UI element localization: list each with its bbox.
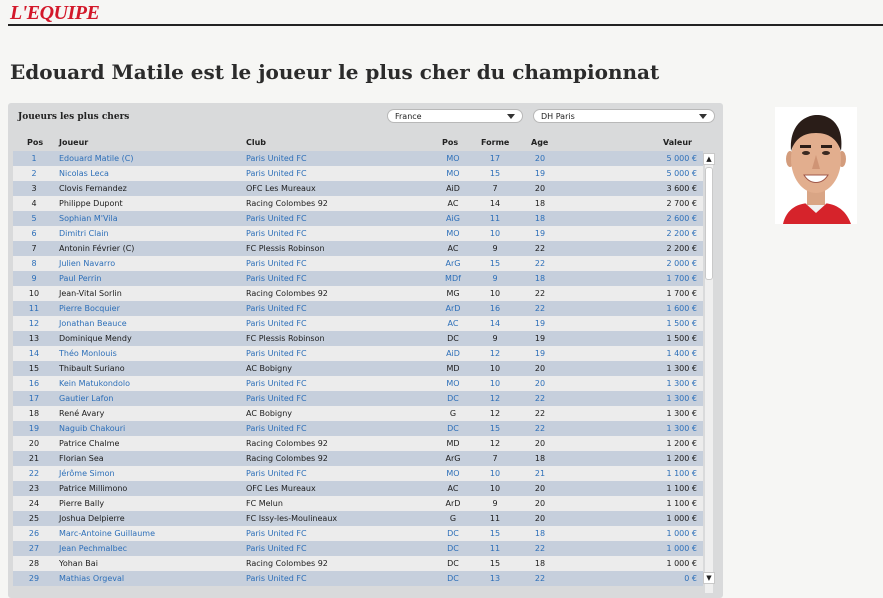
value-cell: 0 €	[684, 574, 697, 583]
table-row[interactable]	[13, 166, 703, 181]
rank-cell: 8	[31, 259, 37, 268]
form-cell: 17	[489, 154, 501, 163]
player-name-cell: Patrice Millimono	[59, 484, 128, 493]
league-select[interactable]	[533, 109, 715, 123]
club-cell: Racing Colombes 92	[246, 454, 328, 463]
age-cell: 22	[534, 394, 546, 403]
club-cell[interactable]: Paris United FC	[246, 424, 307, 433]
player-name-cell[interactable]: Marc-Antoine Guillaume	[59, 529, 155, 538]
position-cell: MD	[446, 439, 460, 448]
player-name-cell[interactable]: Théo Monlouis	[59, 349, 117, 358]
position-cell: MO	[446, 154, 460, 163]
form-cell: 12	[489, 439, 501, 448]
position-cell: DC	[447, 544, 459, 553]
position-cell: AC	[447, 244, 459, 253]
player-name-cell[interactable]: Jérôme Simon	[59, 469, 115, 478]
rank-cell: 1	[31, 154, 37, 163]
player-name-cell: Patrice Chalme	[59, 439, 120, 448]
position-cell: DC	[447, 559, 459, 568]
position-cell: AC	[447, 484, 459, 493]
player-name-cell[interactable]: Jean Pechmalbec	[59, 544, 128, 553]
player-name-cell[interactable]: Mathias Orgeval	[59, 574, 125, 583]
form-cell: 10	[489, 229, 501, 238]
position-cell: DC	[447, 394, 459, 403]
player-photo-icon	[775, 107, 857, 224]
position-cell: G	[449, 514, 457, 523]
rank-cell: 18	[28, 409, 40, 418]
club-cell: Racing Colombes 92	[246, 559, 328, 568]
club-cell[interactable]: Paris United FC	[246, 214, 307, 223]
value-cell: 3 600 €	[666, 184, 697, 193]
value-cell: 1 700 €	[666, 274, 697, 283]
position-cell: ArD	[445, 499, 461, 508]
age-cell: 20	[534, 154, 546, 163]
form-cell: 12	[489, 349, 501, 358]
form-cell: 7	[492, 454, 498, 463]
form-cell: 15	[489, 424, 501, 433]
scroll-down-icon[interactable]: ▼	[703, 572, 715, 584]
chevron-down-icon	[507, 114, 515, 119]
rank-cell: 4	[31, 199, 37, 208]
col-header-rank[interactable]: Pos	[27, 138, 44, 147]
rank-cell: 28	[28, 559, 40, 568]
table-row	[13, 496, 703, 511]
form-cell: 10	[489, 289, 501, 298]
rank-cell: 27	[28, 544, 40, 553]
age-cell: 20	[534, 439, 546, 448]
form-cell: 11	[489, 544, 501, 553]
country-select-value: France	[395, 112, 422, 121]
age-cell: 22	[534, 289, 546, 298]
age-cell: 18	[534, 454, 546, 463]
age-cell: 22	[534, 574, 546, 583]
position-cell: DC	[447, 574, 459, 583]
table-row	[13, 241, 703, 256]
club-cell[interactable]: Paris United FC	[246, 379, 307, 388]
rank-cell: 6	[31, 229, 37, 238]
age-cell: 20	[534, 184, 546, 193]
club-cell: AC Bobigny	[246, 364, 293, 373]
player-name-cell: Clovis Fernandez	[59, 184, 127, 193]
club-cell[interactable]: Paris United FC	[246, 229, 307, 238]
form-cell: 15	[489, 169, 501, 178]
value-cell: 1 500 €	[666, 334, 697, 343]
rank-cell: 23	[28, 484, 40, 493]
form-cell: 10	[489, 469, 501, 478]
value-cell: 1 300 €	[666, 364, 697, 373]
player-name-cell: Florian Sea	[59, 454, 104, 463]
table-row[interactable]	[13, 226, 703, 241]
ranking-panel	[8, 103, 723, 598]
rank-cell: 5	[31, 214, 37, 223]
club-cell[interactable]: Paris United FC	[246, 274, 307, 283]
position-cell: ArG	[445, 259, 461, 268]
position-cell: MG	[446, 289, 460, 298]
age-cell: 22	[534, 409, 546, 418]
age-cell: 20	[534, 379, 546, 388]
table-row	[13, 361, 703, 376]
col-header-player[interactable]: Joueur	[59, 138, 89, 147]
rank-cell: 19	[28, 424, 40, 433]
table-row	[13, 331, 703, 346]
age-cell: 22	[534, 259, 546, 268]
table-row[interactable]	[13, 376, 703, 391]
scrollbar-thumb[interactable]	[705, 167, 713, 280]
form-cell: 10	[489, 364, 501, 373]
player-name-cell: Jean-Vital Sorlin	[59, 289, 122, 298]
value-cell: 2 200 €	[666, 229, 697, 238]
player-name-cell[interactable]: Naguib Chakouri	[59, 424, 126, 433]
age-cell: 22	[534, 304, 546, 313]
table-row[interactable]	[13, 271, 703, 286]
age-cell: 22	[534, 244, 546, 253]
panel-title: Joueurs les plus chers	[18, 112, 130, 122]
club-cell: AC Bobigny	[246, 409, 293, 418]
rank-cell: 10	[28, 289, 40, 298]
age-cell: 20	[534, 484, 546, 493]
table-row[interactable]	[13, 256, 703, 271]
club-cell[interactable]: Paris United FC	[246, 469, 307, 478]
form-cell: 11	[489, 214, 501, 223]
scroll-up-icon[interactable]: ▲	[703, 153, 715, 165]
club-cell[interactable]: Paris United FC	[246, 259, 307, 268]
position-cell: MO	[446, 229, 460, 238]
rank-cell: 7	[31, 244, 37, 253]
age-cell: 18	[534, 529, 546, 538]
rank-cell: 13	[28, 334, 40, 343]
col-header-club[interactable]: Club	[246, 138, 267, 147]
table-row[interactable]	[13, 301, 703, 316]
country-select[interactable]	[387, 109, 523, 123]
age-cell: 19	[534, 349, 546, 358]
table-row[interactable]	[13, 346, 703, 361]
player-name-cell: Philippe Dupont	[59, 199, 123, 208]
value-cell: 1 300 €	[666, 409, 697, 418]
club-cell[interactable]: Paris United FC	[246, 394, 307, 403]
form-cell: 9	[492, 499, 498, 508]
club-cell: Racing Colombes 92	[246, 439, 328, 448]
players-table	[13, 151, 703, 586]
form-cell: 7	[492, 184, 498, 193]
value-cell: 1 700 €	[666, 289, 697, 298]
form-cell: 10	[489, 379, 501, 388]
age-cell: 18	[534, 214, 546, 223]
rank-cell: 25	[28, 514, 40, 523]
value-cell: 1 000 €	[666, 559, 697, 568]
rank-cell: 9	[31, 274, 37, 283]
rank-cell: 17	[28, 394, 40, 403]
form-cell: 13	[489, 574, 501, 583]
club-cell: FC Melun	[246, 499, 283, 508]
rank-cell: 3	[31, 184, 37, 193]
age-cell: 18	[534, 559, 546, 568]
table-row[interactable]	[13, 526, 703, 541]
value-cell: 1 000 €	[666, 544, 697, 553]
age-cell: 19	[534, 334, 546, 343]
player-name-cell: Dominique Mendy	[59, 334, 132, 343]
club-cell[interactable]: Paris United FC	[246, 529, 307, 538]
value-cell: 2 200 €	[666, 244, 697, 253]
value-cell: 1 600 €	[666, 304, 697, 313]
position-cell: MO	[446, 379, 460, 388]
value-cell: 1 100 €	[666, 484, 697, 493]
position-cell: MO	[446, 469, 460, 478]
position-cell: AiG	[446, 214, 460, 223]
table-row	[13, 451, 703, 466]
value-cell: 5 000 €	[666, 154, 697, 163]
rank-cell: 11	[28, 304, 40, 313]
club-cell: Racing Colombes 92	[246, 289, 328, 298]
club-cell: FC Issy-les-Moulineaux	[246, 514, 338, 523]
table-row	[13, 196, 703, 211]
rank-cell: 24	[28, 499, 40, 508]
player-name-cell: Pierre Bally	[59, 499, 105, 508]
position-cell: MD	[446, 364, 460, 373]
age-cell: 20	[534, 364, 546, 373]
player-name-cell[interactable]: Dimitri Clain	[59, 229, 109, 238]
age-cell: 20	[534, 499, 546, 508]
age-cell: 19	[534, 319, 546, 328]
club-cell: FC Plessis Robinson	[246, 334, 325, 343]
value-cell: 1 100 €	[666, 499, 697, 508]
rank-cell: 29	[28, 574, 40, 583]
form-cell: 14	[489, 199, 501, 208]
form-cell: 9	[492, 244, 498, 253]
form-cell: 12	[489, 394, 501, 403]
form-cell: 9	[492, 274, 498, 283]
age-cell: 22	[534, 544, 546, 553]
position-cell: MO	[446, 169, 460, 178]
player-name-cell: Thibault Suriano	[59, 364, 125, 373]
player-name-cell[interactable]: Pierre Bocquier	[59, 304, 120, 313]
col-header-value[interactable]: Valeur	[663, 138, 692, 147]
rank-cell: 2	[31, 169, 37, 178]
club-cell[interactable]: Paris United FC	[246, 169, 307, 178]
rank-cell: 20	[28, 439, 40, 448]
age-cell: 19	[534, 229, 546, 238]
table-row	[13, 286, 703, 301]
value-cell: 1 300 €	[666, 394, 697, 403]
form-cell: 15	[489, 259, 501, 268]
form-cell: 9	[492, 334, 498, 343]
value-cell: 2 600 €	[666, 214, 697, 223]
league-select-value: DH Paris	[541, 112, 575, 121]
col-header-position[interactable]: Pos	[442, 138, 459, 147]
rank-cell: 21	[28, 454, 40, 463]
club-cell[interactable]: Paris United FC	[246, 319, 307, 328]
player-name-cell[interactable]: Nicolas Leca	[59, 169, 109, 178]
club-cell[interactable]: Paris United FC	[246, 304, 307, 313]
form-cell: 11	[489, 514, 501, 523]
form-cell: 16	[489, 304, 501, 313]
position-cell: ArD	[445, 304, 461, 313]
position-cell: ArG	[445, 454, 461, 463]
rank-cell: 16	[28, 379, 40, 388]
age-cell: 19	[534, 169, 546, 178]
table-row[interactable]	[13, 571, 703, 586]
table-row[interactable]	[13, 466, 703, 481]
club-cell[interactable]: Paris United FC	[246, 574, 307, 583]
player-name-cell: René Avary	[59, 409, 105, 418]
position-cell: AC	[447, 319, 459, 328]
age-cell: 21	[534, 469, 546, 478]
value-cell: 2 000 €	[666, 259, 697, 268]
header-divider	[8, 24, 883, 26]
rank-cell: 12	[28, 319, 40, 328]
club-cell: OFC Les Mureaux	[246, 184, 316, 193]
table-row[interactable]	[13, 151, 703, 166]
position-cell: AiD	[446, 349, 460, 358]
table-row	[13, 406, 703, 421]
value-cell: 1 200 €	[666, 454, 697, 463]
player-name-cell[interactable]: Paul Perrin	[59, 274, 102, 283]
club-cell: Racing Colombes 92	[246, 199, 328, 208]
rank-cell: 15	[28, 364, 40, 373]
club-cell: OFC Les Mureaux	[246, 484, 316, 493]
value-cell: 1 000 €	[666, 529, 697, 538]
form-cell: 10	[489, 484, 501, 493]
form-cell: 15	[489, 529, 501, 538]
value-cell: 1 300 €	[666, 379, 697, 388]
player-name-cell[interactable]: Julien Navarro	[59, 259, 116, 268]
position-cell: DC	[447, 424, 459, 433]
age-cell: 18	[534, 199, 546, 208]
table-row	[13, 511, 703, 526]
rank-cell: 14	[28, 349, 40, 358]
rank-cell: 22	[28, 469, 40, 478]
club-cell[interactable]: Paris United FC	[246, 154, 307, 163]
player-name-cell: Yohan Bai	[59, 559, 98, 568]
player-name-cell: Joshua Delpierre	[59, 514, 125, 523]
form-cell: 15	[489, 559, 501, 568]
age-cell: 20	[534, 514, 546, 523]
rank-cell: 26	[28, 529, 40, 538]
value-cell: 1 300 €	[666, 424, 697, 433]
position-cell: AC	[447, 199, 459, 208]
value-cell: 1 200 €	[666, 439, 697, 448]
col-header-form[interactable]: Forme	[481, 138, 510, 147]
table-row[interactable]	[13, 541, 703, 556]
club-cell[interactable]: Paris United FC	[246, 349, 307, 358]
table-row[interactable]	[13, 316, 703, 331]
age-cell: 18	[534, 274, 546, 283]
table-row	[13, 436, 703, 451]
chevron-down-icon	[699, 114, 707, 119]
player-name-cell[interactable]: Edouard Matile (C)	[59, 154, 134, 163]
position-cell: MDf	[445, 274, 461, 283]
table-row[interactable]	[13, 391, 703, 406]
value-cell: 1 400 €	[666, 349, 697, 358]
form-cell: 14	[489, 319, 501, 328]
value-cell: 1 500 €	[666, 319, 697, 328]
position-cell: DC	[447, 334, 459, 343]
page-headline: Edouard Matile est le joueur le plus cher du championnat	[10, 60, 660, 84]
value-cell: 2 700 €	[666, 199, 697, 208]
position-cell: G	[449, 409, 457, 418]
player-name-cell[interactable]: Sophian M'Vila	[59, 214, 118, 223]
value-cell: 1 000 €	[666, 514, 697, 523]
age-cell: 22	[534, 424, 546, 433]
table-row[interactable]	[13, 211, 703, 226]
player-name-cell[interactable]: Kein Matukondolo	[59, 379, 131, 388]
form-cell: 12	[489, 409, 501, 418]
table-row	[13, 556, 703, 571]
table-row	[13, 481, 703, 496]
col-header-age[interactable]: Age	[531, 138, 549, 147]
position-cell: DC	[447, 529, 459, 538]
table-row	[13, 181, 703, 196]
club-cell[interactable]: Paris United FC	[246, 544, 307, 553]
player-name-cell: Antonin Février (C)	[59, 244, 135, 253]
table-header	[8, 138, 723, 150]
player-name-cell[interactable]: Jonathan Beauce	[59, 319, 127, 328]
position-cell: AiD	[446, 184, 460, 193]
player-name-cell[interactable]: Gautier Lafon	[59, 394, 114, 403]
club-cell: FC Plessis Robinson	[246, 244, 325, 253]
value-cell: 1 100 €	[666, 469, 697, 478]
table-row[interactable]	[13, 421, 703, 436]
lequipe-logo[interactable]: L'EQUIPE	[10, 2, 100, 24]
value-cell: 5 000 €	[666, 169, 697, 178]
